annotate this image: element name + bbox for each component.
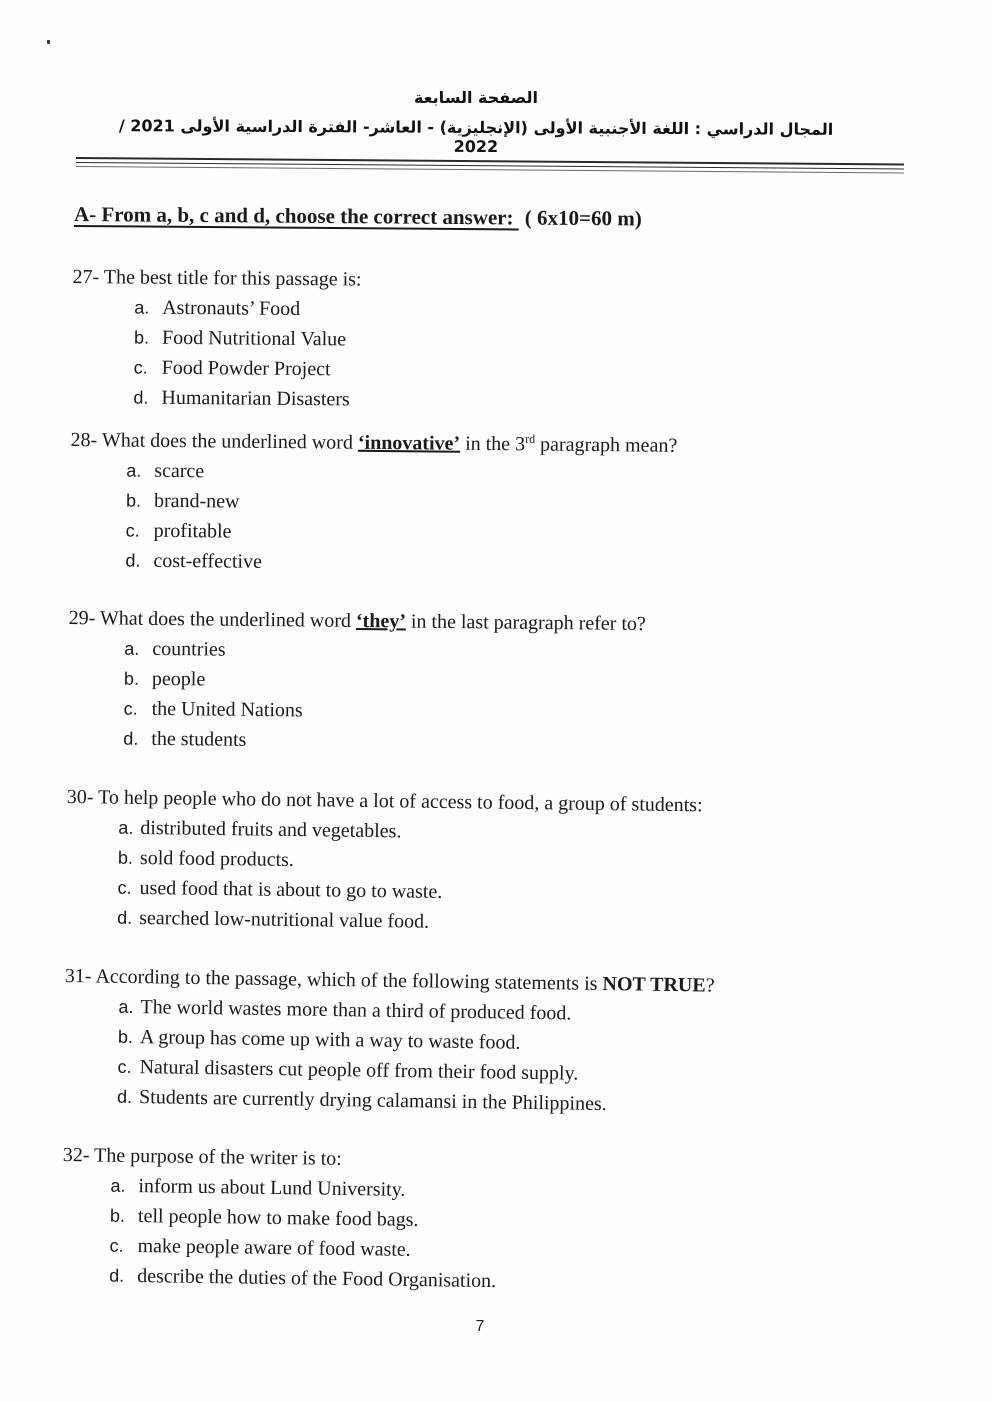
option-text: used food that is about to go to waste. (139, 876, 443, 903)
option-b[interactable] (134, 323, 361, 355)
ordinal-suffix: rd (525, 431, 536, 446)
question-29 (67, 603, 646, 759)
option-text: scarce (154, 459, 205, 483)
option-text: Food Nutritional Value (161, 326, 347, 351)
option-letter: a. (124, 638, 140, 659)
option-letter: b. (123, 668, 140, 689)
option-letter: b. (133, 327, 150, 348)
option-letter: d. (109, 1265, 125, 1286)
stem-text: in the 3 (460, 432, 526, 456)
stem-text: 29- What does the underlined word (68, 607, 357, 633)
options-list (133, 293, 361, 415)
section-title (74, 202, 642, 231)
option-d[interactable] (133, 383, 360, 415)
option-d[interactable] (123, 724, 645, 759)
options-list (117, 813, 702, 941)
option-text: make people aware of food waste. (137, 1235, 411, 1261)
option-c[interactable] (134, 353, 361, 385)
page-name-heading: الصفحة السابعة (413, 88, 539, 107)
option-letter: a. (110, 1175, 126, 1196)
option-letter: c. (117, 1056, 132, 1078)
option-text: Natural disasters cut people off from their food supply. (139, 1056, 579, 1085)
header-divider (76, 157, 904, 166)
option-letter: a. (118, 817, 134, 838)
option-text: inform us about Lund University. (138, 1175, 406, 1201)
question-stem: 30- To help people who do not have a lot of access to food, a group of students: (66, 786, 703, 817)
option-a[interactable] (134, 293, 361, 325)
page-number: 7 (475, 1318, 485, 1335)
options-list (109, 1171, 498, 1296)
options-list (123, 634, 645, 759)
option-text: A group has come up with a way to waste food. (139, 1026, 521, 1054)
option-text: tell people how to make food bags. (137, 1205, 419, 1231)
option-text: distributed fruits and vegetables. (140, 816, 402, 843)
section-instruction: A- From a, b, c and d, choose the correct answer: (73, 202, 514, 230)
option-letter: c. (123, 698, 138, 719)
stem-text: ? (705, 974, 715, 997)
option-text: The world wastes more than a third of produced food. (140, 996, 572, 1025)
option-text: describe the duties of the Food Organisation. (137, 1265, 497, 1293)
question-27 (71, 262, 361, 415)
options-list (117, 992, 714, 1121)
option-letter: c. (133, 357, 148, 378)
option-text: the students (151, 727, 247, 751)
option-letter: c. (109, 1235, 124, 1256)
option-text: profitable (153, 519, 232, 543)
option-d[interactable] (109, 1261, 496, 1296)
option-letter: a. (126, 460, 142, 481)
options-list (125, 456, 677, 581)
emphasis-text: NOT TRUE (602, 972, 706, 997)
option-text: the United Nations (151, 697, 303, 722)
option-d[interactable] (125, 546, 676, 581)
option-text: brand-new (153, 489, 240, 513)
option-text: Students are currently drying calamansi in the Philippines. (138, 1086, 607, 1116)
option-letter: b. (117, 847, 134, 868)
subject-heading: المجال الدراسي : اللغة الأجنبية الأولى (الإنجليزية) - العاشر- الفترة الدراسية الأولى 2021 / 2022 (118, 116, 834, 157)
option-letter: d. (116, 1086, 133, 1108)
option-letter: d. (125, 550, 141, 571)
stem-text: 28- What does the underlined word (70, 429, 359, 454)
section-score: ( 6x10=60 m) (524, 205, 642, 231)
option-text: searched low-nutritional value food. (139, 906, 430, 933)
option-letter: d. (133, 387, 149, 408)
question-stem: 32- The purpose of the writer is to: (62, 1144, 342, 1170)
option-d[interactable] (117, 903, 701, 941)
question-30 (65, 782, 703, 940)
underlined-keyword: ‘they’ (355, 610, 407, 633)
stem-text: paragraph mean? (535, 433, 678, 457)
option-text: people (151, 667, 206, 691)
option-letter: b. (125, 490, 142, 511)
option-text: Astronauts’ Food (162, 296, 301, 320)
question-32 (61, 1140, 498, 1296)
option-letter: c. (117, 877, 132, 898)
question-31 (63, 961, 715, 1121)
option-text: Food Powder Project (161, 356, 331, 381)
option-letter: c. (125, 520, 140, 541)
stem-text: in the last paragraph refer to? (405, 610, 646, 636)
option-text: sold food products. (139, 846, 295, 871)
option-letter: d. (123, 728, 139, 749)
option-text: cost-effective (153, 549, 262, 573)
underlined-keyword: ‘innovative’ (357, 431, 461, 455)
question-28 (69, 425, 677, 581)
option-letter: d. (117, 907, 133, 928)
option-letter: a. (118, 996, 134, 1018)
option-text: Humanitarian Disasters (161, 386, 350, 411)
option-text: countries (152, 637, 226, 661)
option-letter: b. (109, 1205, 126, 1226)
option-letter: b. (117, 1026, 134, 1048)
stem-text: 31- According to the passage, which of the following statements is (64, 965, 603, 995)
question-stem: 27- The best title for this passage is: (72, 266, 362, 291)
scan-speck (47, 40, 50, 44)
option-letter: a. (134, 297, 150, 318)
